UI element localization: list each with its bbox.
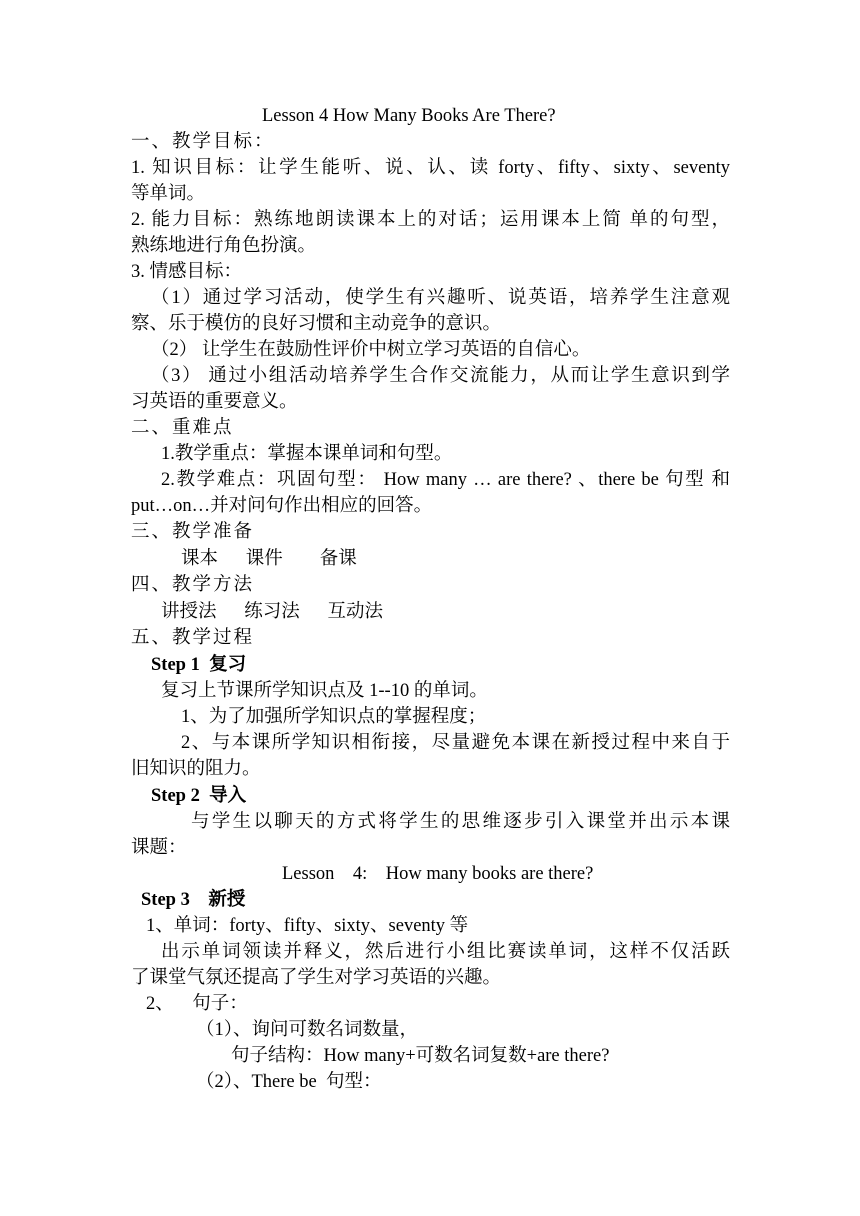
ability-goal-line1: 2. 能力目标：熟练地朗读课本上的对话；运用课本上简 单的句型， [131, 210, 730, 230]
section-heading-process: 五、教学过程 [131, 628, 255, 648]
step3-sentence-1: （1）、询问可数名词数量， [196, 1020, 419, 1040]
method-items: 讲授法 练习法 互动法 [161, 602, 384, 622]
preparation-items: 课本 课件 备课 [181, 549, 357, 569]
emotion-goal-1-line1: （1）通过学习活动，使学生有兴趣听、说英语，培养学生注意观 [151, 288, 730, 308]
step3-words-text-line1: 出示单词领读并释义，然后进行小组比赛读单词，这样不仅活跃 [161, 942, 730, 962]
knowledge-goal-line2: 等单词。 [131, 184, 206, 204]
lesson-title: Lesson 4 How Many Books Are There? [262, 106, 556, 126]
step2-text-line1: 与学生以聊天的方式将学生的思维逐步引入课堂并出示本课 [191, 812, 730, 832]
ability-goal-line2: 熟练地进行角色扮演。 [131, 236, 317, 256]
step2-title: Step 2 导入 [151, 786, 247, 806]
difficult-point-line1: 2.教学难点：巩固句型： How many … are there? 、there be 句型 和 [161, 470, 730, 490]
step1-point2-line2: 旧知识的阻力。 [131, 759, 261, 779]
section-heading-objectives: 一、教学目标： [131, 132, 275, 152]
knowledge-goal-line1: 1. 知识目标：让学生能听、说、认、读 forty、fifty、sixty、seventy [131, 158, 730, 178]
step3-sentence-1-structure: 句子结构：How many+可数名词复数+are there? [231, 1046, 610, 1066]
emotion-goal-heading: 3. 情感目标： [131, 262, 243, 282]
key-point: 1.教学重点：掌握本课单词和句型。 [161, 444, 453, 464]
step3-words: 1、单词：forty、fifty、sixty、seventy 等 [146, 916, 469, 936]
difficult-point-line2: put…on…并对问句作出相应的回答。 [131, 496, 433, 516]
step3-title: Step 3 新授 [141, 890, 246, 910]
step1-point2-line1: 2、与本课所学知识相衔接，尽量避免本课在新授过程中来自于 [181, 733, 730, 753]
emotion-goal-3-line2: 习英语的重要意义。 [131, 392, 298, 412]
section-heading-key-points: 二、重难点 [131, 418, 234, 438]
step3-sentence-2: （2）、There be 句型： [196, 1072, 382, 1092]
step1-title: Step 1 复习 [151, 655, 247, 675]
section-heading-methods: 四、教学方法 [131, 575, 255, 595]
step1-point1: 1、为了加强所学知识点的掌握程度； [181, 707, 487, 727]
step3-words-text-line2: 了课堂气氛还提高了学生对学习英语的兴趣。 [131, 968, 502, 988]
section-heading-preparation: 三、教学准备 [131, 522, 255, 542]
emotion-goal-2: （2） 让学生在鼓励性评价中树立学习英语的自信心。 [151, 340, 591, 360]
step1-text: 复习上节课所学知识点及 1--10 的单词。 [161, 681, 488, 701]
emotion-goal-3-line1: （3） 通过小组活动培养学生合作交流能力，从而让学生意识到学 [151, 366, 730, 386]
emotion-goal-1-line2: 察、乐于模仿的良好习惯和主动竞争的意识。 [131, 314, 502, 334]
step3-sentences: 2、 句子： [146, 994, 248, 1014]
step2-lesson-title: Lesson 4: How many books are there? [282, 864, 594, 884]
step2-text-line2: 课题： [131, 838, 187, 858]
